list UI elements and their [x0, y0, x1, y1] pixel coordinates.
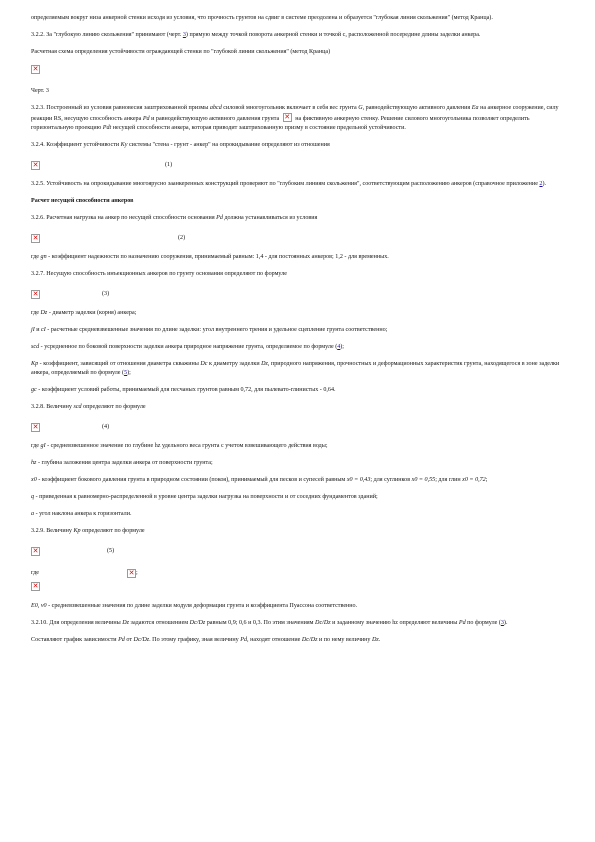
var: E0, v0 [31, 603, 47, 609]
text: - диаметр заделки (корня) анкера; [47, 310, 137, 316]
text: - коэффициент условий работы, принимаемый для песчаных грунтов равным 0,72, для пылевато-глинистых - 0,64. [36, 387, 336, 393]
formula-4 [31, 420, 571, 434]
var: x0 [31, 477, 37, 483]
text: задаются отношением [129, 620, 190, 626]
var: Pd [458, 620, 466, 626]
text: 3.2.7. Несущую способность инъекционных анкеров по грунту основания определяют по формуле [31, 271, 287, 277]
link-formula-5[interactable]: 5 [124, 370, 128, 376]
formula-3 [31, 287, 571, 301]
link-formula-3[interactable]: 3 [500, 620, 504, 626]
var: Dz [372, 637, 379, 643]
var: Pd [216, 215, 223, 221]
text: - коэффициент надежности по назначению сооружения, принимаемый равным: 1,4 - для постоянных анкеров; 1,2 - для временных. [46, 254, 389, 260]
document-page [31, 14, 571, 645]
extra-formula-image [31, 582, 571, 594]
text: и равнодействующую активного давления грунта [149, 116, 281, 122]
formula-5 [31, 544, 571, 558]
var: Dc/Dz [301, 637, 318, 643]
broken-image-icon [127, 569, 136, 578]
paragraph-intro [31, 14, 571, 23]
var: Dz [261, 361, 268, 367]
text: Расчетная схема определения устойчивости ограждающей стенки по "глубокой линии скольжения" (метод Кранца) [31, 49, 331, 55]
text: где [31, 254, 41, 260]
text: и [34, 327, 42, 333]
paragraph-x0 [31, 476, 571, 485]
link-figure-3[interactable]: 3 [182, 32, 186, 38]
paragraph-3-2-8 [31, 403, 571, 412]
var: q [31, 494, 35, 500]
text: ; [136, 569, 138, 576]
text: ). [503, 620, 508, 626]
where-row [31, 566, 571, 580]
paragraph-hz [31, 459, 571, 468]
link-formula-4[interactable]: 4 [337, 344, 341, 350]
text: по формуле ( [465, 620, 501, 626]
paragraph-3-2-3 [31, 104, 571, 133]
var: Dz [122, 620, 130, 626]
text: ); [127, 370, 131, 376]
broken-image-icon [31, 161, 40, 170]
var: x0 = 0,72 [462, 477, 486, 483]
broken-image-icon [31, 547, 40, 556]
var: gI [40, 443, 46, 449]
paragraph-3-2-7 [31, 270, 571, 279]
text: на фиктивную анкерную стенку. Решение силового многоугольника позволяет определить горизонтальную проекцию [31, 116, 530, 131]
paragraph-3-2-10 [31, 619, 571, 628]
text: ; для глин [435, 477, 463, 483]
var: x0 = 0,55 [411, 477, 436, 483]
var: Kp [73, 528, 81, 534]
text: Черт. 3 [31, 88, 49, 94]
paragraph-gn [31, 253, 571, 262]
var: Dc [200, 361, 208, 367]
text: и заданному значению hz определяют величины [330, 620, 459, 626]
broken-image-icon [31, 582, 40, 591]
text: Расчет несущей способности анкеров [31, 198, 134, 204]
formula-number: (5) [107, 547, 115, 554]
formula-number: (1) [165, 161, 173, 168]
broken-image-icon [283, 113, 292, 122]
text: на анкерное сооружение, силу реакции RS, несущую способность анкера [31, 105, 559, 122]
text: ). [542, 181, 547, 187]
var: Ky [120, 142, 128, 148]
text: , природного напряжения, прочностных и деформационных характеристик грунта, находящегося в зоне заделки анкера, определяемый по формуле ( [31, 361, 560, 376]
text: - угол наклона анкера к горизонтали. [34, 511, 132, 517]
text: - усредненное по боковой поверхности заделки анкера природное напряжение грунта, определяемое по формуле ( [39, 344, 338, 350]
var: gn [40, 254, 47, 260]
var: G [358, 105, 363, 111]
text: 3.2.10. Для определения величины [31, 620, 123, 626]
paragraph-a [31, 510, 571, 519]
text: - приведенная к равномерно-распределенной в уровне центра заделки нагрузка на поверхности и от соседних фундаментов зданий; [34, 494, 378, 500]
text: - коэффициент, зависящий от отношения диаметра скважины [38, 361, 201, 367]
text: 3.2.5. Устойчивость на опрокидывание многоярусно заанкеренных конструкций проверяют по "глубоким линиям скольжения", соответствующим расположению анкеров (справочное приложение [31, 181, 540, 187]
text: системы "стена - грунт - анкер" на опрокидывание определяют из отношения [127, 142, 330, 148]
broken-image-icon [31, 65, 40, 74]
paragraph-graph [31, 636, 571, 645]
text: , находят отношение [247, 637, 302, 643]
paragraph-scd [31, 343, 571, 352]
var: Ea [471, 105, 479, 111]
var: gc [31, 387, 37, 393]
paragraph-q [31, 493, 571, 502]
text: определяют по формуле [80, 528, 145, 534]
var: Dc/Dz [189, 620, 206, 626]
broken-image-icon [31, 234, 40, 243]
paragraph-gi [31, 442, 571, 451]
text: силовой многоугольник включает в себя вес грунта [221, 105, 359, 111]
text: ; для суглинков [370, 477, 412, 483]
text: должна устанавливаться из условия [222, 215, 318, 221]
var: hz [31, 460, 37, 466]
text: 3.2.3. Построенный из условия равновесия заштрихованной призмы [31, 105, 210, 111]
text: 3.2.6. Расчетная нагрузка на анкер по несущей способности основания [31, 215, 217, 221]
text: где [31, 443, 41, 449]
text: ; [485, 477, 488, 483]
text: Составляют график зависимости [31, 637, 119, 643]
var: jI [31, 327, 35, 333]
formula-number: (4) [102, 423, 110, 430]
var: scd [73, 404, 82, 410]
text: определяемым вокруг низа анкерной стенки исходя из условия, что прочность грунтов на сдвиг в системе преодолена и образуется "глубокая линия скольжения" (метод Кранца). [31, 15, 493, 21]
section-heading [31, 197, 571, 206]
var: Kp [31, 361, 39, 367]
var: Pdt [102, 125, 112, 131]
var: abcd [209, 105, 222, 111]
paragraph-3-2-4 [31, 141, 571, 150]
var: x0 = 0,43 [346, 477, 371, 483]
paragraph-3-2-6 [31, 214, 571, 223]
paragraph-3-2-9 [31, 527, 571, 536]
paragraph-gc [31, 386, 571, 395]
text: - коэффициент бокового давления грунта в природном состоянии (покоя), принимаемый для песков и супесей равным [36, 477, 347, 483]
paragraph-kp [31, 360, 571, 378]
var: Dc/Dz [133, 637, 150, 643]
figure-3-image [31, 65, 571, 77]
text: 3.2.8. Величину [31, 404, 74, 410]
paragraph-e0-v0 [31, 602, 571, 611]
var: Pd [118, 637, 125, 643]
text: - средневзвешенные значения по длине заделки модуля деформации грунта и коэффициента Пуассона соответственно. [46, 603, 358, 609]
var: a [31, 511, 35, 517]
var: cI [41, 327, 46, 333]
paragraph-dz [31, 309, 571, 318]
text: - глубина заложения центра заделки анкера от поверхности грунта; [36, 460, 213, 466]
text: 3.2.9. Величину [31, 528, 74, 534]
broken-image-icon [31, 290, 40, 299]
figure-caption [31, 87, 571, 96]
formula-number: (3) [102, 290, 110, 297]
var: Dz [40, 310, 48, 316]
var: Pd [240, 637, 248, 643]
broken-image-icon [31, 423, 40, 432]
text: несущей способности анкера, которая приводит заштрихованную призму в состояние предельной устойчивости. [111, 125, 406, 131]
formula-1 [31, 158, 571, 172]
text: равным 0,9; 0,6 и 0,3. По этим значениям [205, 620, 316, 626]
text: 3.2.2. За "глубокую линию скольжения" принимают (черт. [31, 32, 183, 38]
text: где [31, 569, 40, 576]
text: где [31, 310, 41, 316]
text: . [378, 637, 381, 643]
text: определяют по формуле [81, 404, 146, 410]
formula-number: (2) [178, 234, 186, 241]
text: и по нему величину [317, 637, 373, 643]
text: от [124, 637, 134, 643]
paragraph-scheme-title [31, 48, 571, 57]
text: ) прямую между точкой поворота анкерной стенки и точкой c, расположенной посередине длины заделки анкера. [185, 32, 481, 38]
text: - расчетные средневзвешенные значения по длине заделки: угол внутреннего трения и удельное сцепление грунта соответственно; [45, 327, 388, 333]
text: , равнодействующую активного давления [362, 105, 472, 111]
text: - средневзвешенное значение по глубине hz удельного веса грунта с учетом взвешивающего действия воды; [45, 443, 328, 449]
text: . По этому графику, зная величину [149, 637, 241, 643]
text: 3.2.4. Коэффициент устойчивости [31, 142, 121, 148]
var: Dc/Dz [315, 620, 331, 626]
formula-2 [31, 231, 571, 245]
paragraph-3-2-5 [31, 180, 571, 189]
var: scd [31, 344, 40, 350]
paragraph-ji-ci [31, 326, 571, 335]
text: к диаметру заделки [207, 361, 262, 367]
paragraph-3-2-2 [31, 31, 571, 40]
text: ); [340, 344, 344, 350]
var: Pd [142, 116, 150, 122]
link-appendix-2[interactable]: 2 [539, 181, 543, 187]
